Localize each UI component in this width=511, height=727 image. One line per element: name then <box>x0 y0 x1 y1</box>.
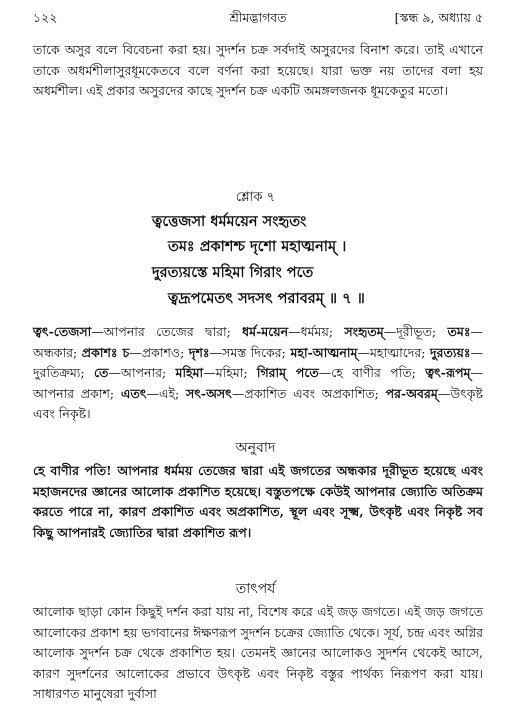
synonym-term: দুরত্যয়ঃ <box>430 344 471 360</box>
header-title: শ্রীমদ্ভাগবত <box>229 10 287 25</box>
intro-paragraph: তাকে অসুর বলে বিবেচনা করা হয়। সুদর্শন চক্র সর্বদাই অসুরদের বিনাশ করে। তাই এখানে তাকে অধর্মশীলাসুরধূমকেতবে বলে বর্ণনা করা হয়েছে। যারা ভক্ত নয় তাদের বলা হয় অধর্মশীল। এই প্রকার অসুরদের কাছে সুদর্শন চক্র একটি অমঙ্গলজনক ধূমকেতুর মতো। <box>33 42 483 98</box>
synonym-term: প্রকাশঃ চ <box>81 344 130 360</box>
synonym-meaning: —প্রকাশিত এবং অপ্রকাশিত; <box>231 385 386 401</box>
synonym-meaning: —সমস্ত দিকের; <box>209 344 291 360</box>
synonym-meaning: —আপনার; <box>108 365 176 380</box>
synonym-meaning: —উৎকৃষ্ট এবং নিকৃষ্ট। <box>33 385 483 421</box>
synonym-meaning: —দুরতিক্রম্য; <box>33 344 484 380</box>
verse-line: ত্বদ্রূপমেতৎ সদসৎ পরাবরম্ ॥ ৭ ॥ <box>168 290 365 307</box>
synonym-meaning: —মহিমা; <box>203 365 257 380</box>
synonym-meaning: —অন্ধকার; <box>33 324 483 360</box>
synonym-term: মহিমা <box>175 365 204 380</box>
synonym-term: তমঃ <box>447 324 471 339</box>
synonym-meaning: —হে বাণীর পতি; <box>318 365 426 380</box>
translation-text: হে বাণীর পতি! আপনার ধর্মময় তেজের দ্বারা এই জগতের অন্ধকার দূরীভূত হয়েছে এবং মহাজনদের জ্ঞানের আলোক প্রকাশিত হয়েছে। বস্তুতপক্ষে কেউই আপনার জ্যোতি অতিক্রম করতে পারে না, কারণ প্রকাশিত এবং অপ্রকাশিত, স্থূল এবং সূক্ষ্ম, উৎকৃষ্ট এবং নিকৃষ্ট সব কিছু আপনারই জ্যোতির দ্বারা প্রকাশিত রূপ। <box>33 463 483 540</box>
synonyms-block <box>33 322 483 425</box>
synonym-term: সংহৃতম্ <box>344 324 384 339</box>
synonym-term: পর-অবরম্ <box>385 385 438 401</box>
header-section: [স্কন্ধ ৯, অধ্যায় ৫ <box>394 10 483 25</box>
verse-line: তমঃ প্রকাশশ্চ দৃশো মহাত্মনাম্ । <box>168 238 347 255</box>
synonym-term: ধর্ম-ময়েন <box>242 324 289 339</box>
verse-line: ত্বত্তেজসা ধর্মময়েন সংহৃতং <box>152 213 307 230</box>
translation-heading: অনুবাদ <box>235 440 276 456</box>
synonym-meaning: —আপনার তেজের দ্বারা; <box>91 324 243 339</box>
synonym-term: সৎ-অসৎ <box>185 385 232 401</box>
purport-text: আলোক ছাড়া কোন কিছুই দর্শন করা যায় না, বিশেষ করে এই জড় জগতে। এই জড় জগতে আলোকের প্রকাশ হয় ভগবানের ঈক্ষণরূপ সুদর্শন চক্রের জ্যোতি থেকে। সূর্য, চন্দ্র এবং অগ্নির আলোক সুদর্শন চক্র থেকে প্রকাশিত হয়। তেমনই জ্ঞানের আলোকও সুদর্শন থেকেই আসে, কারণ সুদর্শনের আলোকের প্রভাবে উৎকৃষ্ট এবং নিকৃষ্ট বস্তুর পার্থক্য নিরূপণ করা যায়। সাধারণত মানুষেরা দুর্বাসা <box>33 604 483 701</box>
synonym-term: তে <box>93 365 109 380</box>
synonym-meaning: —প্রকাশও; <box>129 344 189 360</box>
synonym-term: ত্বৎ-তেজসা <box>33 324 92 339</box>
synonym-term: এতৎ <box>120 385 147 401</box>
synonym-meaning: —ধর্মময়; <box>288 324 345 339</box>
verse-line: দুরত্যয়স্তে মহিমা গিরাং পতে <box>152 264 314 281</box>
synonym-term: গিরাম্ পতে <box>256 365 319 380</box>
synonym-meaning: —মহাত্মাদের; <box>357 344 431 360</box>
purport-heading: তাৎপর্য <box>235 581 276 597</box>
synonym-term: ত্বৎ-রূপম্ <box>425 365 471 380</box>
verse-label: শ্লোক ৭ <box>235 190 276 205</box>
synonym-term: দৃশঃ <box>188 344 210 360</box>
synonym-meaning: —দূরীভূত; <box>383 324 448 339</box>
page-number: ১২২ <box>33 10 58 25</box>
synonym-meaning: —আপনার প্রকাশ; <box>33 365 483 401</box>
running-header <box>33 10 483 32</box>
synonym-term: মহা-আত্মনাম্ <box>290 344 358 360</box>
synonym-meaning: —এই; <box>146 385 186 401</box>
